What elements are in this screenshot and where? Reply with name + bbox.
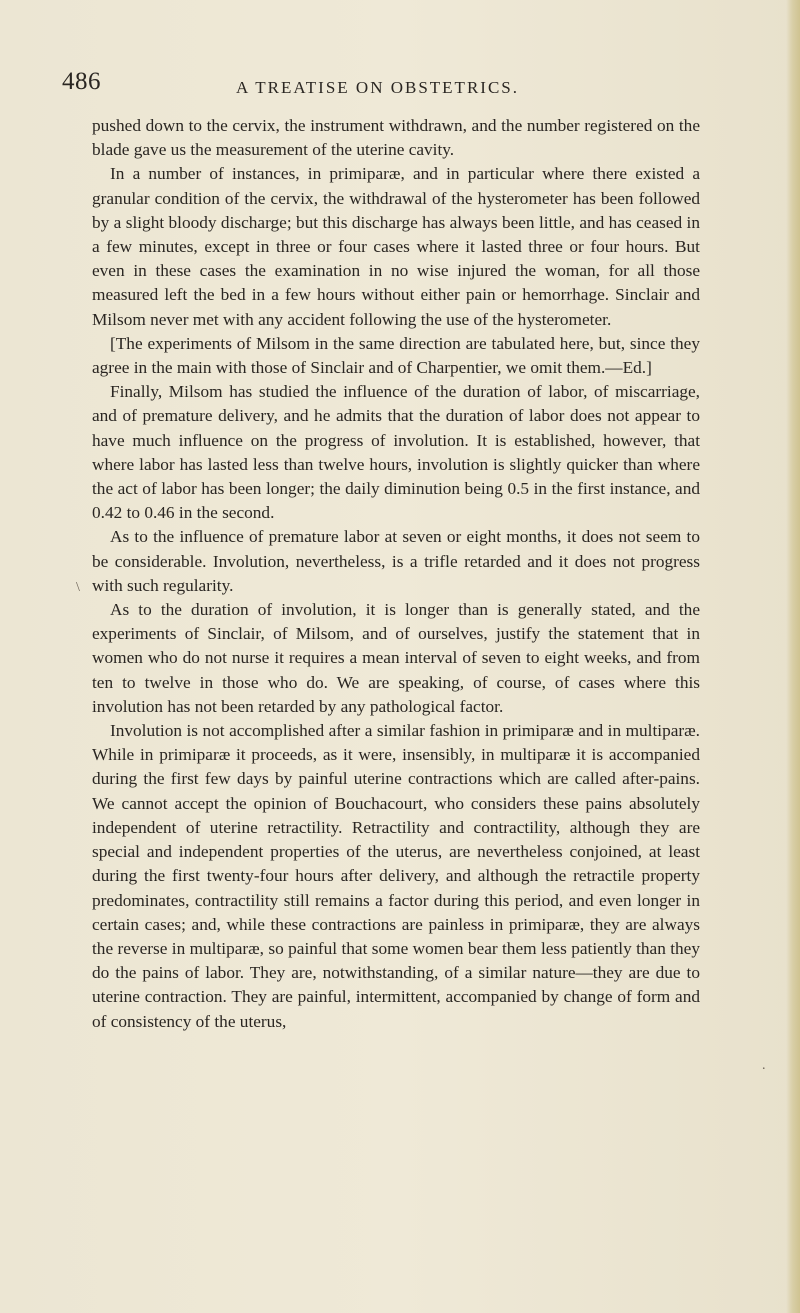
margin-tick-icon: . (762, 1058, 766, 1073)
page-edge (786, 0, 800, 1313)
paragraph-1: pushed down to the cervix, the instrument withdrawn, and the number registered on the blade gave us the measurement of the uterine cavity. (92, 116, 700, 160)
paragraph-4: Finally, Milsom has studied the influence of the duration of labor, of miscarriage, and of premature delivery, and he admits that the duration of labor does not appear to have much influence on the progress of involution. It is established, however, that where labor has lasted less than twelve hours, involution is slightly quicker than where the act of labor has been longer; the daily diminution being 0.5 in the first instance, and 0.42 to 0.46 in the second. (92, 382, 700, 523)
paragraph-2: In a number of instances, in primiparæ, and in particular where there existed a granular condition of the cervix, the withdrawal of the hysterometer has been followed by a slight bloody discharge; but this discharge has always been little, and has ceased in a few minutes, except in three or four cases where it lasted three or four hours. But even in these cases the examination in no wise injured the woman, for all those measured left the bed in a few hours without either pain or hemorrhage. Sinclair and Milsom never met with any accident following the use of the hysterometer. (92, 164, 700, 329)
paragraph-5: As to the influence of premature labor at seven or eight months, it does not seem to be considerable. Involution, nevertheless, is a trifle retarded and it does not progress with such regularity. (92, 527, 700, 595)
paragraph-7: Involution is not accomplished after a similar fashion in primiparæ and in multiparæ. While in primiparæ it proceeds, as it were, insensibly, in multiparæ it is accompanied during the first few days by painful uterine contractions which are called after-pains. We cannot accept the opinion of Bouchacourt, who considers these pains absolutely independent of uterine retractility. Retractility and contractility, although they are special and independent properties of the uterus, are nevertheless conjoined, at least during the first twenty-four hours after delivery, and although the retractile property predominates, contractility still remains a factor during this period, and even longer in certain cases; and, while these contractions are painless in primiparæ, they are always the reverse in multiparæ, so painful that some women bear them less patiently than they do the pains of labor. They are, notwithstanding, of a similar nature—they are due to uterine contraction. They are painful, intermittent, accompanied by change of form and of consistency of the uterus, (92, 721, 700, 1031)
paragraph-3-editor-note: [The experiments of Milsom in the same direction are tabulated here, but, since they agree in the main with those of Sinclair and of Charpentier, we omit them.—Ed.] (92, 333, 700, 378)
page-number: 486 (62, 68, 101, 95)
paragraph-6: As to the duration of involution, it is longer than is generally stated, and the experiments of Sinclair, of Milsom, and of ourselves, justify the statement that in women who do not nurse it requires a mean interval of seven to eight weeks, and from ten to twelve in those who do. We are speaking, of course, of cases where this involution has not been retarded by any pathological factor. (92, 600, 700, 716)
margin-mark-icon: \ (76, 580, 80, 595)
body-text (92, 114, 700, 1034)
page-header (0, 68, 800, 108)
running-head: A TREATISE ON OBSTETRICS. (236, 78, 519, 97)
